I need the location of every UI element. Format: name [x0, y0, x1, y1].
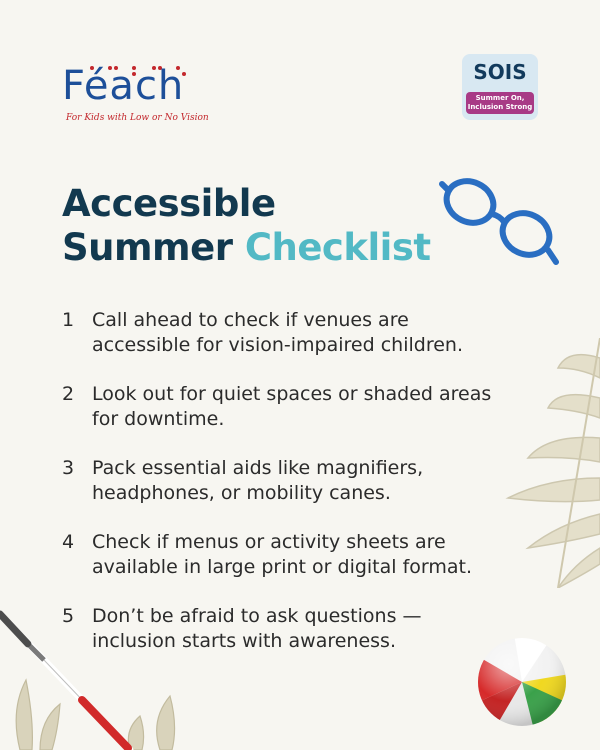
palm-leaves-icon [488, 338, 600, 588]
sois-badge [462, 54, 538, 120]
white-cane-icon [0, 608, 140, 750]
checklist-item-2 [62, 382, 502, 432]
checklist-item-4 [62, 530, 502, 580]
checklist-item-text: Call ahead to check if venues are accessible for vision-impaired children. [92, 309, 463, 356]
feach-wordmark: Féach [62, 63, 185, 109]
checklist-item-3 [62, 456, 502, 506]
checklist-item-text: Check if menus or activity sheets are available in large print or digital format. [92, 531, 473, 578]
checklist-item-1 [62, 308, 502, 358]
checklist-item-number: 5 [62, 605, 75, 627]
title-line-2 [62, 226, 431, 270]
checklist-item-number: 1 [62, 309, 75, 331]
checklist-item-text: Look out for quiet spaces or shaded areas for downtime. [92, 383, 492, 430]
feach-logo [62, 62, 209, 128]
sois-subtitle [466, 92, 534, 114]
glasses-icon [438, 170, 562, 270]
beach-ball-icon [474, 634, 570, 730]
checklist-item-number: 2 [62, 383, 75, 405]
sois-subtitle-line2: Inclusion Strong [467, 103, 533, 111]
feach-tagline: For Kids with Low or No Vision [66, 113, 209, 123]
checklist-item-number: 4 [62, 531, 75, 553]
title-word-checklist: Checklist [244, 226, 431, 269]
checklist-item-number: 3 [62, 457, 75, 479]
title-line-1: Accessible [62, 182, 276, 225]
sois-title: SOIS [473, 60, 527, 84]
sois-subtitle-line1: Summer On, [475, 94, 525, 102]
checklist-item-text: Pack essential aids like magnifiers, headphones, or mobility canes. [92, 457, 424, 504]
title-word-summer: Summer [62, 226, 233, 269]
checklist-item-text: Don’t be afraid to ask questions — inclusion starts with awareness. [92, 605, 422, 652]
page-title [62, 182, 431, 270]
